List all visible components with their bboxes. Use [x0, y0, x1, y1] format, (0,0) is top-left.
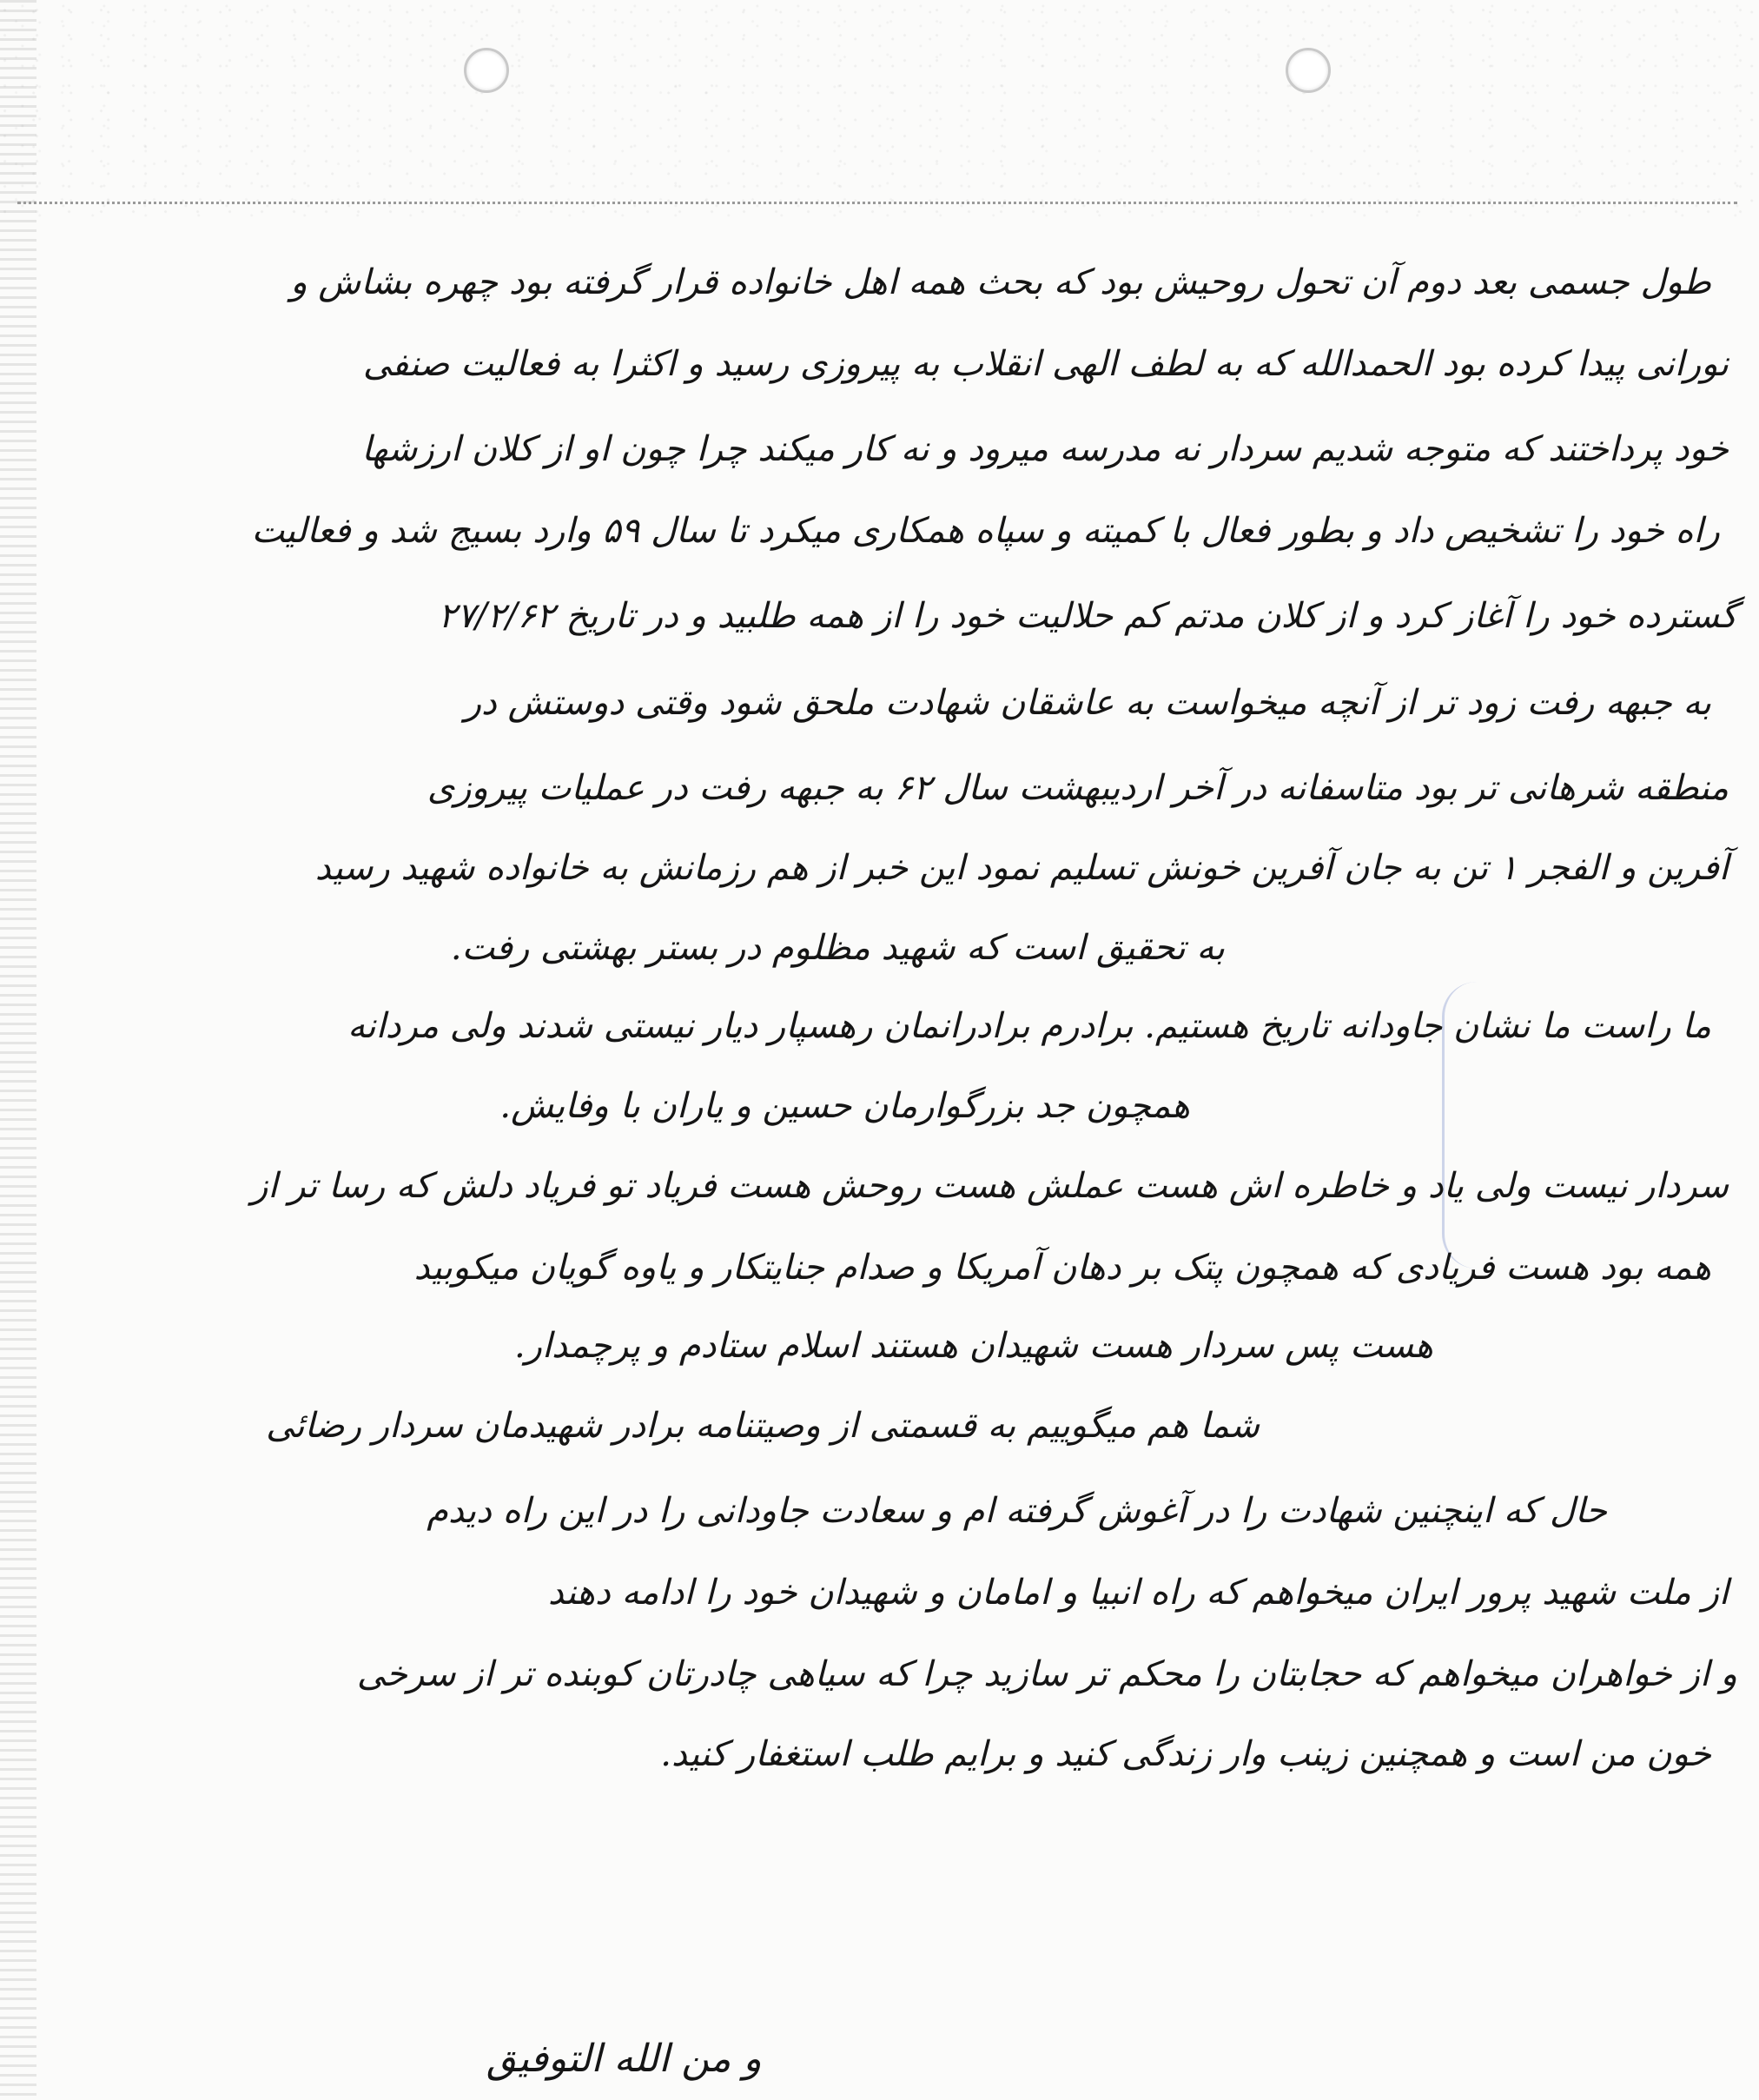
text-line-18: و از خواهران میخواهم که حجابتان را محکم تر سازید چرا که سیاهی چادرتان کوبنده تر از سرخی	[356, 1654, 1737, 1694]
text-line-11: همچون جد بزرگوارمان حسین و یاران با وفایش.	[499, 1086, 1190, 1126]
text-line-4: راه خود را تشخیص داد و بطور فعال با کمیته و سپاه همکاری میکرد تا سال ۵۹ وارد بسیج شد و فعالیت	[251, 511, 1720, 551]
text-line-15: شما هم میگوییم به قسمتی از وصیتنامه برادر شهیدمان سردار رضائی	[266, 1406, 1260, 1446]
text-line-12: سردار نیست ولی یاد و خاطره اش هست عملش هست روحش هست فریاد تو فریاد دلش که رسا تر از	[251, 1166, 1729, 1206]
text-line-9: به تحقیق است که شهید مظلوم در بستر بهشتی رفت.	[450, 928, 1225, 968]
text-line-8: آفرین و الفجر ۱ تن به جان آفرین خونش تسلیم نمود این خبر از هم رزمانش به خانواده شهید رسید	[314, 848, 1729, 888]
scan-noise	[0, 0, 1759, 217]
punch-hole-right	[1286, 48, 1331, 93]
text-line-2: نورانی پیدا کرده بود الحمدالله که به لطف الهی انقلاب به پیروزی رسید و اکثرا به فعالیت صنفی	[362, 344, 1729, 384]
text-line-3: خود پرداختند که متوجه شدیم سردار نه مدرسه میرود و نه کار میکند چرا چون او از کلان ارزشها	[361, 429, 1729, 469]
text-line-10: ما راست ما نشان جاودانه تاریخ هستیم. برادرم برادرانمان رهسپار دیار نیستی شدند ولی مردانه	[347, 1006, 1711, 1046]
text-line-19: خون من است و همچنین زینب وار زندگی کنید و برایم طلب استغفار کنید.	[660, 1734, 1711, 1774]
text-line-5: گسترده خود را آغاز کرد و از کلان مدتم کم حلالیت خود را از همه طلبید و در تاریخ ۲۷/۲/۶۲	[438, 596, 1737, 636]
perforation-line	[17, 202, 1737, 204]
scan-edge-shadow	[0, 0, 36, 2100]
handwritten-text-body	[78, 261, 1746, 1776]
text-line-6: به جبهه رفت زود تر از آنچه میخواست به عاشقان شهادت ملحق شود وقتی دوستش در	[464, 683, 1711, 723]
text-line-1: طول جسمی بعد دوم آن تحول روحیش بود که بحث همه اهل خانواده قرار گرفته بود چهره بشاش و	[290, 262, 1711, 302]
text-line-17: از ملت شهید پرور ایران میخواهم که راه انبیا و امامان و شهیدان خود را ادامه دهند	[547, 1573, 1729, 1613]
punch-hole-left	[464, 48, 509, 93]
text-line-14: هست پس سردار هست شهیدان هستند اسلام ستادم و پرچمدار.	[513, 1326, 1433, 1366]
closing-signature: و من الله التوفیق	[486, 2037, 762, 2081]
text-line-16: حال که اینچنین شهادت را در آغوش گرفته ام و سعادت جاودانی را در این راه دیدم	[427, 1491, 1607, 1531]
text-line-13: همه بود هست فریادی که همچون پتک بر دهان آمریکا و صدام جنایتکار و یاوه گویان میکوبید	[413, 1248, 1711, 1288]
text-line-7: منطقه شرهانی تر بود متاسفانه در آخر اردیبهشت سال ۶۲ به جبهه رفت در عملیات پیروزی	[427, 768, 1729, 808]
